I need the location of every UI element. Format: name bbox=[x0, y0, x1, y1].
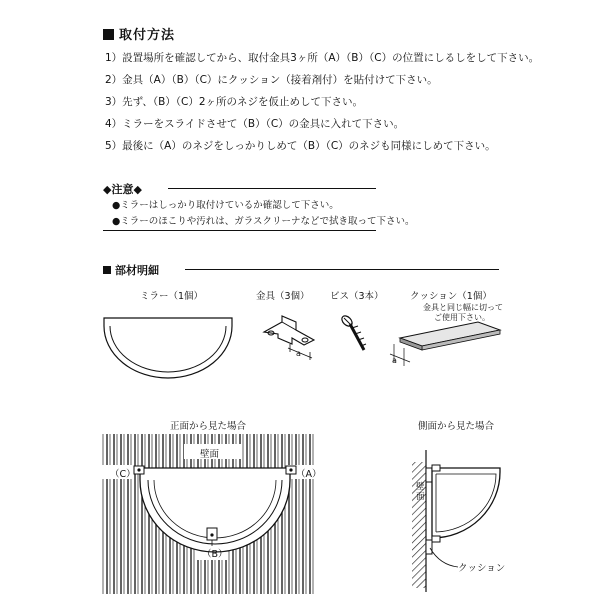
front-view-label-c: （C） bbox=[110, 469, 136, 480]
cushion-label: クッション（1個） bbox=[410, 291, 492, 302]
step-2: 2）金具（A）（B）（C）にクッション（接着剤付）を貼付けて下さい。 bbox=[105, 74, 438, 86]
side-view-title: 側面から見た場合 bbox=[418, 421, 495, 432]
step-5: 5）最後に（A）のネジをしっかりしめて（B）（C）のネジも同様にしめて下さい。 bbox=[105, 140, 496, 152]
front-view-label-b: （B） bbox=[202, 549, 228, 560]
side-view-cushion-label: クッション bbox=[458, 563, 506, 574]
front-view-label-a: （A） bbox=[296, 469, 322, 480]
screw-label: ビス（3本） bbox=[330, 291, 384, 302]
notice-item-1: ●ミラーはしっかり取付けているか確認して下さい。 bbox=[112, 200, 339, 211]
cushion-dimension-a: a bbox=[392, 356, 397, 365]
parts-heading-text: 部材明細 bbox=[115, 264, 159, 277]
front-view-wall-label: 壁面 bbox=[200, 449, 220, 460]
notice-heading: ◆注意◆ bbox=[103, 183, 142, 196]
notice-item-2: ●ミラーのほこりや汚れは、ガラスクリーナなどで拭き取って下さい。 bbox=[112, 216, 415, 227]
bracket-label: 金具（3個） bbox=[256, 291, 310, 302]
step-3: 3）先ず、（B）（C）2ヶ所のネジを仮止めして下さい。 bbox=[105, 96, 364, 108]
cushion-note-1: 金具と同じ幅に切って bbox=[423, 303, 503, 312]
step-4: 4）ミラーをスライドさせて（B）（C）の金具に入れて下さい。 bbox=[105, 118, 405, 130]
title-text: 取付方法 bbox=[119, 28, 176, 43]
mirror-label: ミラー（1個） bbox=[140, 291, 204, 302]
bracket-dimension-a: a bbox=[296, 349, 301, 358]
cushion-note-2: ご使用下さい。 bbox=[434, 313, 490, 322]
front-view-title: 正面から見た場合 bbox=[170, 421, 247, 432]
side-view-wall-label: 壁面 bbox=[416, 482, 425, 502]
step-1: 1）設置場所を確認してから、取付金具3ヶ所（A）（B）（C）の位置にしるしをして下さい。 bbox=[105, 52, 540, 64]
